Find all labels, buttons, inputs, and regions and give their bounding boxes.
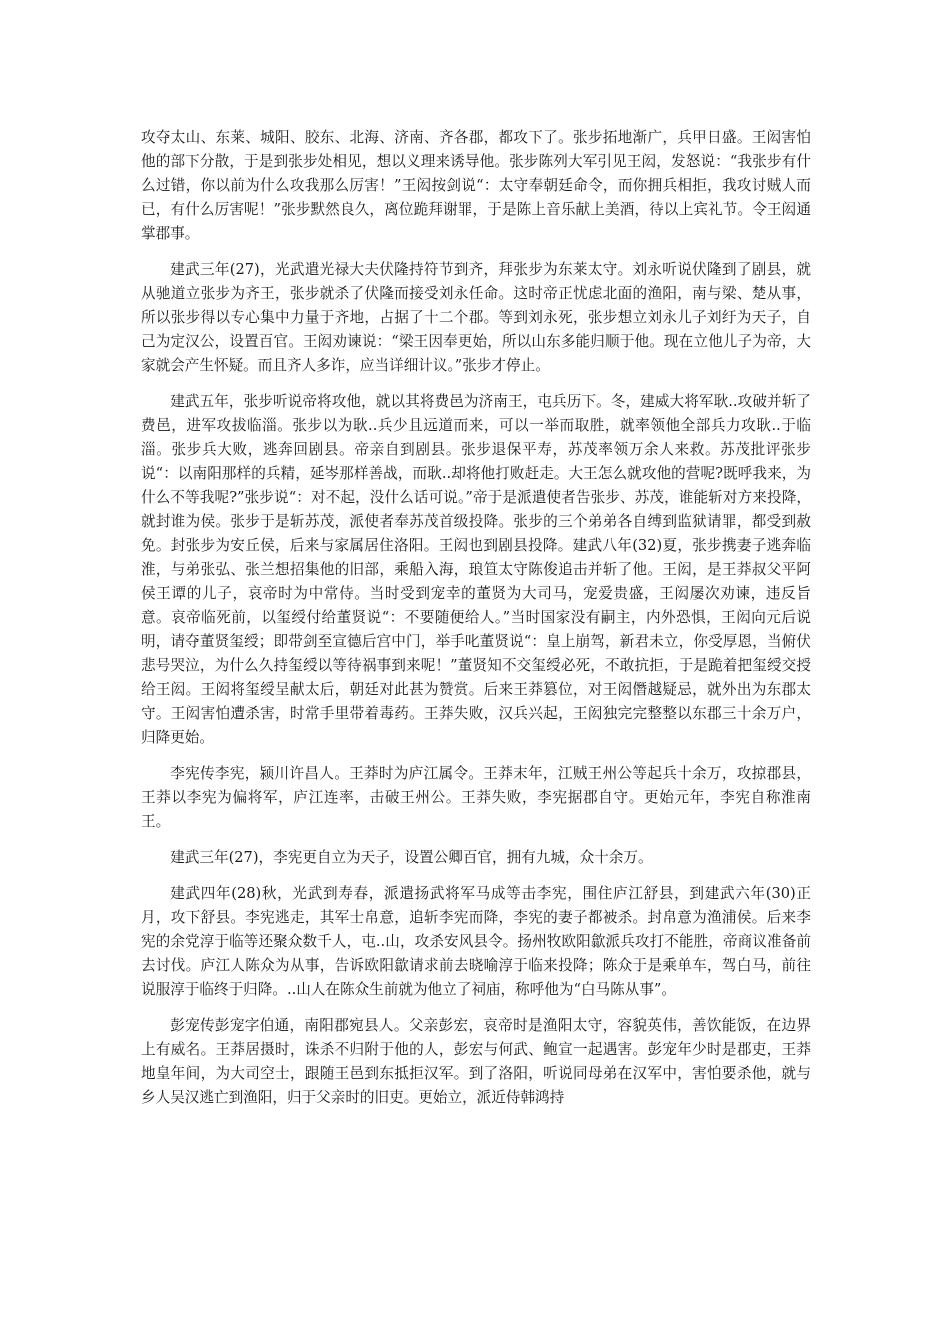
paragraph-7: 彭宠传彭宠字伯通，南阳郡宛县人。父亲彭宏，哀帝时是渔阳太守，容貌英伟，善饮能饭，在边界上有威名。王莽居摄时，诛杀不归附于他的人，彭宏与何武、鲍宣一起遇害。彭宠年少时是郡吏，王莽地皇年间，为大司空士，跟随王邑到东抵拒汉军。到了洛阳，听说同母弟在汉军中，害怕要杀他，就与乡人吴汉逃亡到渔阳，归于父亲时的旧吏。更始立，派近侍韩鸿持 [141, 1017, 811, 1106]
paragraph-4: 李宪传李宪，颍川许昌人。王莽时为庐江属令。王莽末年，江贼王州公等起兵十余万，攻掠郡县，王莽以李宪为偏将军，庐江连率，击破王州公。王莽失败，李宪据郡自守。更始元年，李宪自称淮南王。 [141, 765, 811, 830]
paragraph-2: 建武三年(27)，光武遣光禄大夫伏隆持符节到齐，拜张步为东莱太守。刘永听说伏隆到了剧县，就从驰道立张步为齐王，张步就杀了伏隆而接受刘永任命。这时帝正忧虑北面的渔阳，南与梁、楚从事，所以张步得以专心集中力量于齐地，占据了十二个郡。等到刘永死，张步想立刘永儿子刘纡为天子，自己为定汉公，设置百官。王闳劝谏说：“梁王因奉更始，所以山东多能归顺于他。现在立他儿子为帝，大家就会产生怀疑。而且齐人多诈，应当详细计议。”张步才停止。 [141, 261, 811, 374]
document-body [141, 126, 811, 1122]
paragraph-5: 建武三年(27)，李宪更自立为天子，设置公卿百官，拥有九城，众十余万。 [170, 849, 653, 866]
paragraph-6: 建武四年(28)秋，光武到寿春，派遣扬武将军马成等击李宪，围住庐江舒县，到建武六年(30)正月，攻下舒县。李宪逃走，其军士帛意，追斩李宪而降，李宪的妻子都被杀。封帛意为渔浦侯。后来李宪的余党淳于临等还聚众数千人，屯..山，攻杀安风县令。扬州牧欧阳歙派兵攻打不能胜，帝商议准备前去讨伐。庐江人陈众为从事，告诉欧阳歙请求前去晓喻淳于临来投降；陈众于是乘单车，驾白马，前往说服淳于临终于归降。..山人在陈众生前就为他立了祠庙，称呼他为“白马陈从事”。 [141, 885, 811, 998]
paragraph-3: 建武五年，张步听说帝将攻他，就以其将费邑为济南王，屯兵历下。冬，建威大将军耿..攻破并斩了费邑，进军攻拔临淄。张步以为耿..兵少且远道而来，可以一举而取胜，就率领他全部兵力攻耿..于临淄。张步兵大败，逃奔回剧县。帝亲自到剧县。张步退保平寿，苏茂率领万余人来救。苏茂批评张步说“：以南阳那样的兵精，延岑那样善战，而耿..却将他打败赶走。大王怎么就攻他的营呢?既呼我来，为什么不等我呢?”张步说“：对不起，没什么话可说。”帝于是派遣使者告张步、苏茂，谁能斩对方来投降，就封谁为侯。张步于是斩苏茂，派使者奉苏茂首级投降。张步的三个弟弟各自缚到监狱请罪，都受到赦免。封张步为安丘侯，后来与家属居住洛阳。王闳也到剧县投降。建武八年(32)夏，张步携妻子逃奔临淮，与弟张弘、张兰想招集他的旧部，乘船入海，琅笪太守陈俊追击并斩了他。王闳，是王莽叔父平阿侯王谭的儿子，哀帝时为中常侍。当时受到宠幸的董贤为大司马，宠爱贵盛，王闳屡次劝谏，违反旨意。哀帝临死前，以玺绶付给董贤说“：不要随便给人。”当时国家没有嗣主，内外恐惧，王闳向元后说明，请夺董贤玺绶；即带剑至宣德后宫中门，举手叱董贤说“：皇上崩驾，新君未立，你受厚恩，当俯伏悲号哭泣，为什么久持玺绶以等待祸事到来呢！”董贤知不交玺绶必死，不敢抗拒，于是跪着把玺绶交授给王闳。王闳将玺绶呈献太后，朝廷对此甚为赞赏。后来王莽篡位，对王闳僭越疑忌，就外出为东郡太守。王闳害怕遭杀害，时常手里带着毒药。王莽失败，汉兵兴起，王闳独完完整整以东郡三十余万户，归降更始。 [141, 393, 811, 746]
paragraph-1: 攻夺太山、东莱、城阳、胶东、北海、济南、齐各郡，都攻下了。张步拓地渐广，兵甲日盛。王闳害怕他的部下分散，于是到张步处相见，想以义理来诱导他。张步陈列大军引见王闳，发怒说：“我张步有什么过错，你以前为什么攻我那么厉害！”王闳按剑说“：太守奉朝廷命令，而你拥兵相拒，我攻讨贼人而已，有什么厉害呢！”张步默然良久，离位跪拜谢罪，于是陈上音乐献上美酒，待以上宾礼节。令王闳通掌郡事。 [141, 129, 811, 242]
